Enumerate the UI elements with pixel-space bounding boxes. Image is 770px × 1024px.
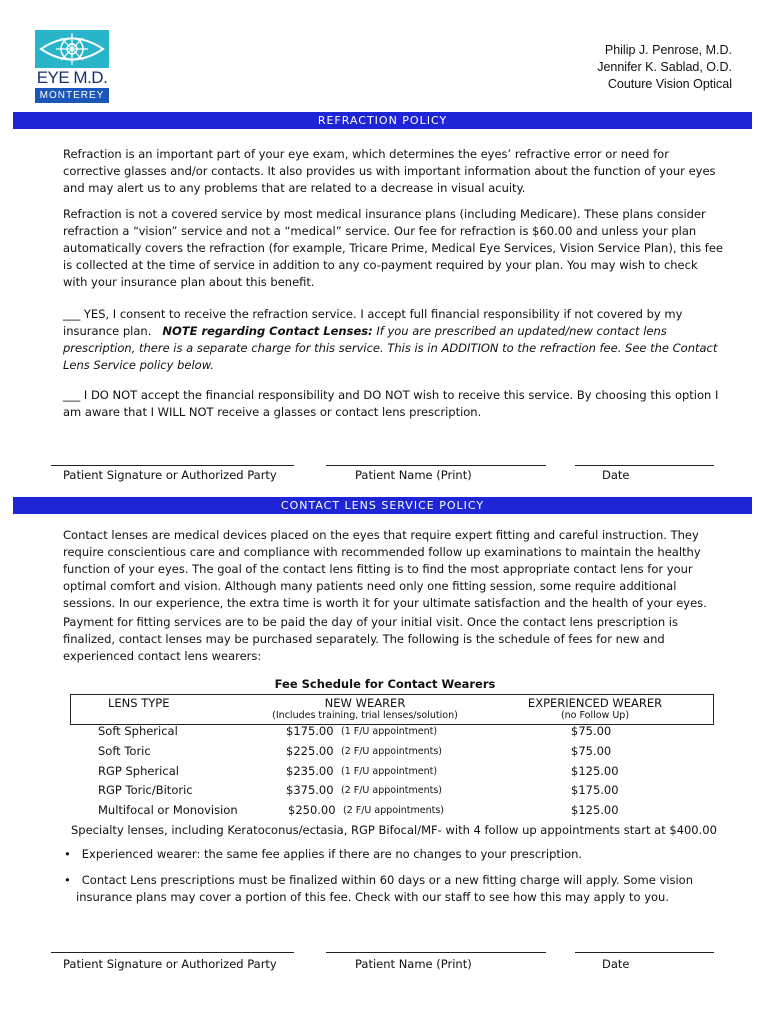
experienced-wearer-fee: $75.00 xyxy=(571,724,612,738)
experienced-wearer-fee: $125.00 xyxy=(571,764,619,778)
experienced-wearer-fee: $75.00 xyxy=(571,744,612,758)
col-experienced-wearer: EXPERIENCED WEARER xyxy=(527,696,663,710)
refraction-policy-header: REFRACTION POLICY xyxy=(13,112,752,129)
doctor-name: Jennifer K. Sablad, O.D. xyxy=(597,60,732,74)
bullet-icon: • xyxy=(64,873,71,887)
eye-icon xyxy=(35,30,109,68)
lens-type: Soft Spherical xyxy=(98,724,178,738)
date-label: Date xyxy=(602,957,630,971)
date-label: Date xyxy=(602,468,630,482)
fee-schedule-title: Fee Schedule for Contact Wearers xyxy=(274,677,496,691)
new-wearer-fee: $175.00 xyxy=(286,724,334,738)
refraction-paragraph-1: Refraction is an important part of your eye exam, which determines the eyes’ refractive error or need for corrective glasses and/or contacts. It also provides us with important information about the function of your eyes and may alert us to any problems that are related to a decrease in visual acuity. xyxy=(63,147,716,195)
table-row xyxy=(0,744,770,764)
experienced-wearer-fee: $125.00 xyxy=(571,803,619,817)
date-line xyxy=(575,952,714,953)
lens-type: RGP Toric/Bitoric xyxy=(98,783,193,797)
lens-type: Soft Toric xyxy=(98,744,151,758)
refraction-paragraph-2: Refraction is not a covered service by most medical insurance plans (including Medicare). These plans consider refraction a “vision” service and not a “medical” service. Our fee for refraction is $60.00 and unless your plan automatically covers the refraction (for example, Tricare Prime, Medical Eye Services, Vision Service Plan), this fee is collected at the time of service in addition to any co-payment required by your plan. You may wish to check with your insurance plan about this benefit. xyxy=(63,207,723,289)
consent-yes-text: ___ YES, I consent to receive the refraction service. I accept full financial responsibility if not covered by my insurance plan. xyxy=(63,307,683,338)
bullet-text: Experienced wearer: the same fee applies if there are no changes to your prescription. xyxy=(81,847,583,861)
bullet-item xyxy=(64,872,716,906)
col-experienced-wearer-sub: (no Follow Up) xyxy=(560,710,630,721)
follow-up-appointments: (1 F/U appointment) xyxy=(341,766,438,777)
table-row xyxy=(0,764,770,784)
signature-label: Patient Signature or Authorized Party xyxy=(63,468,277,482)
bullet-text: Contact Lens prescriptions must be finalized within 60 days or a new fitting charge will apply. Some vision insurance plans may cover a portion of this fee. Check with our staff to see how this may apply to you. xyxy=(76,873,693,904)
name-line xyxy=(326,465,546,466)
follow-up-appointments: (2 F/U appointments) xyxy=(343,805,444,816)
logo-location: MONTEREY xyxy=(35,88,109,103)
signature-line xyxy=(51,952,294,953)
table-row xyxy=(0,803,770,823)
contact-paragraph-2: Payment for fitting services are to be paid the day of your initial visit. Once the contact lens prescription is finalized, contact lenses may be purchased separately. The following is the schedule of fees for new and experienced contact lens wearers: xyxy=(63,615,678,663)
contact-paragraph-1: Contact lenses are medical devices placed on the eyes that require expert fitting and careful instruction. They require conscientious care and compliance with recommended follow up examinations to maintain the healthy function of your eyes. The goal of the contact lens fitting is to find the most appropriate contact lens for your optimal comfort and vision. Although many patients need only one fitting session, some require additional sessions. In our experience, the extra time is worth it for your ultimate satisfaction and the health of your eyes. xyxy=(63,528,707,610)
col-lens-type: LENS TYPE xyxy=(108,696,170,710)
bullet-icon: • xyxy=(64,847,71,861)
new-wearer-fee: $375.00 xyxy=(286,783,334,797)
eye-md-logo xyxy=(35,30,109,103)
name-label: Patient Name (Print) xyxy=(355,468,472,482)
optical-name: Couture Vision Optical xyxy=(607,77,732,91)
new-wearer-fee: $225.00 xyxy=(286,744,334,758)
specialty-lenses-note: Specialty lenses, including Keratoconus/ectasia, RGP Bifocal/MF- with 4 follow up appointments start at $400.00 xyxy=(71,823,717,837)
note-text: If you are prescribed an updated/new contact lens prescription, there is a separate charge for this service. This is in ADDITION to the refraction fee. See the Contact Lens Service policy below. xyxy=(63,324,718,372)
lens-type: RGP Spherical xyxy=(98,764,179,778)
experienced-wearer-fee: $175.00 xyxy=(571,783,619,797)
col-new-wearer: NEW WEARER xyxy=(324,696,406,710)
col-new-wearer-sub: (Includes training, trial lenses/solution) xyxy=(272,710,458,721)
doctor-name: Philip J. Penrose, M.D. xyxy=(604,43,732,57)
lens-type: Multifocal or Monovision xyxy=(98,803,238,817)
table-row xyxy=(0,724,770,744)
note-label: NOTE regarding Contact Lenses: xyxy=(162,324,373,338)
date-line xyxy=(575,465,714,466)
signature-line xyxy=(51,465,294,466)
table-row xyxy=(0,783,770,803)
signature-label: Patient Signature or Authorized Party xyxy=(63,957,277,971)
new-wearer-fee: $250.00 xyxy=(288,803,336,817)
new-wearer-fee: $235.00 xyxy=(286,764,334,778)
doctor-list xyxy=(597,42,732,93)
logo-name: EYE M.D. xyxy=(36,68,108,87)
name-line xyxy=(326,952,546,953)
contact-lens-policy-header: CONTACT LENS SERVICE POLICY xyxy=(13,497,752,514)
follow-up-appointments: (2 F/U appointments) xyxy=(341,785,442,796)
follow-up-appointments: (1 F/U appointment) xyxy=(341,726,438,737)
consent-no-option: ___ I DO NOT accept the financial responsibility and DO NOT wish to receive this service. By choosing this option I am aware that I WILL NOT receive a glasses or contact lens prescription. xyxy=(63,388,719,419)
consent-yes-option xyxy=(63,306,723,374)
follow-up-appointments: (2 F/U appointments) xyxy=(341,746,442,757)
bullet-item xyxy=(64,846,724,863)
name-label: Patient Name (Print) xyxy=(355,957,472,971)
